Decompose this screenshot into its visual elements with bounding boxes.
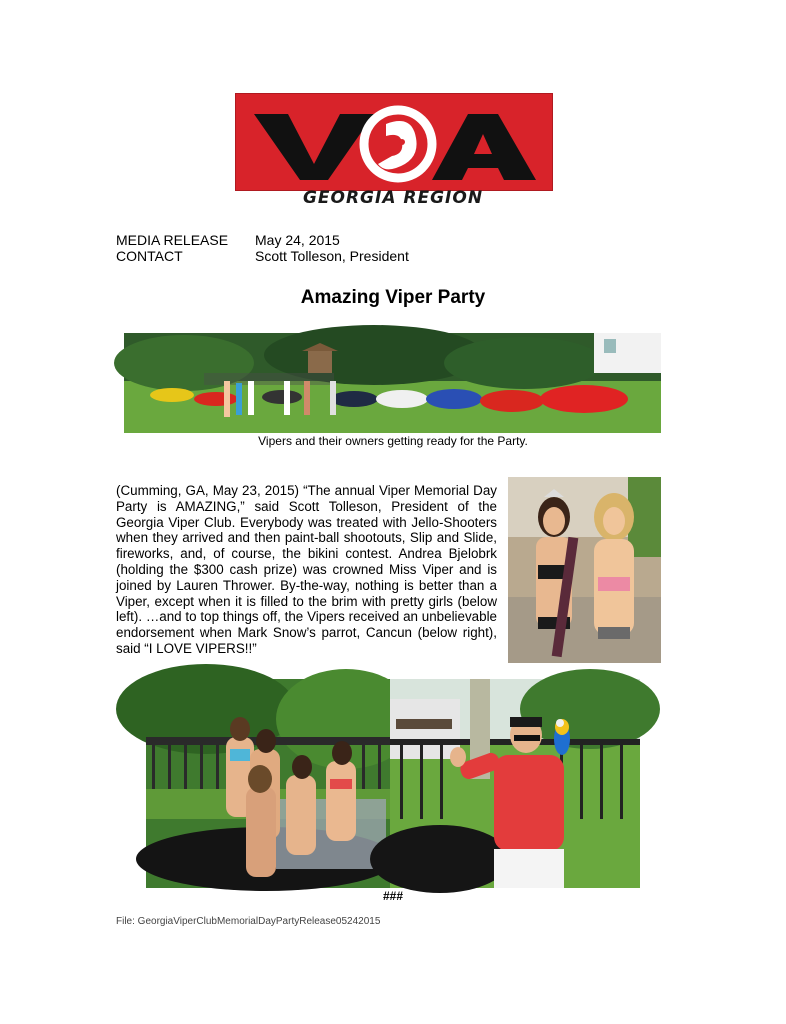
girls-in-viper-photo <box>146 679 390 888</box>
voa-logo <box>235 81 553 191</box>
logo-region-label: GEORGIA REGION <box>302 188 484 208</box>
logo-o-ring <box>364 110 432 178</box>
snake-eye <box>399 139 405 145</box>
logo-v <box>254 114 374 180</box>
file-footer: File: GeorgiaViperClubMemorialDayPartyRelease05242015 <box>116 916 381 927</box>
media-release-date: May 24, 2015 <box>255 232 340 248</box>
press-release-body: (Cumming, GA, May 23, 2015) “The annual Viper Memorial Day Party is AMAZING,” said Scott Tolleson, President of the Georgia Viper Club. Everybody was treated with Jello-Shooters when they arrived and then paint-ball shootouts, Slip and Slide, fireworks, and, of course, the bikini contest. Andrea Bjelobrk (holding the $300 cash prize) was crowned Miss Viper and is joined by Lauren Thrower. By-the-way, nothing is better than a Viper, except when it is filled to the brim with pretty girls (below left). …and to top things off, the Vipers received an unbelievable endorsement when Mark Snow’s parrot, Cancun (below right), said “I LOVE VIPERS!!” <box>116 483 497 656</box>
parrot-photo <box>390 679 640 888</box>
page-title: Amazing Viper Party <box>300 287 486 308</box>
vipers-lineup-photo <box>124 333 661 433</box>
miss-viper-photo <box>508 477 661 663</box>
media-release-label: MEDIA RELEASE <box>116 232 229 248</box>
voa-logo-mark <box>236 81 552 190</box>
contact-label: CONTACT <box>116 248 183 264</box>
banner-caption: Vipers and their owners getting ready for the Party. <box>258 434 528 448</box>
snake-head-icon <box>378 121 417 169</box>
end-mark: ### <box>382 889 404 903</box>
contact-value: Scott Tolleson, President <box>255 248 409 264</box>
logo-text: VOA <box>236 81 270 98</box>
